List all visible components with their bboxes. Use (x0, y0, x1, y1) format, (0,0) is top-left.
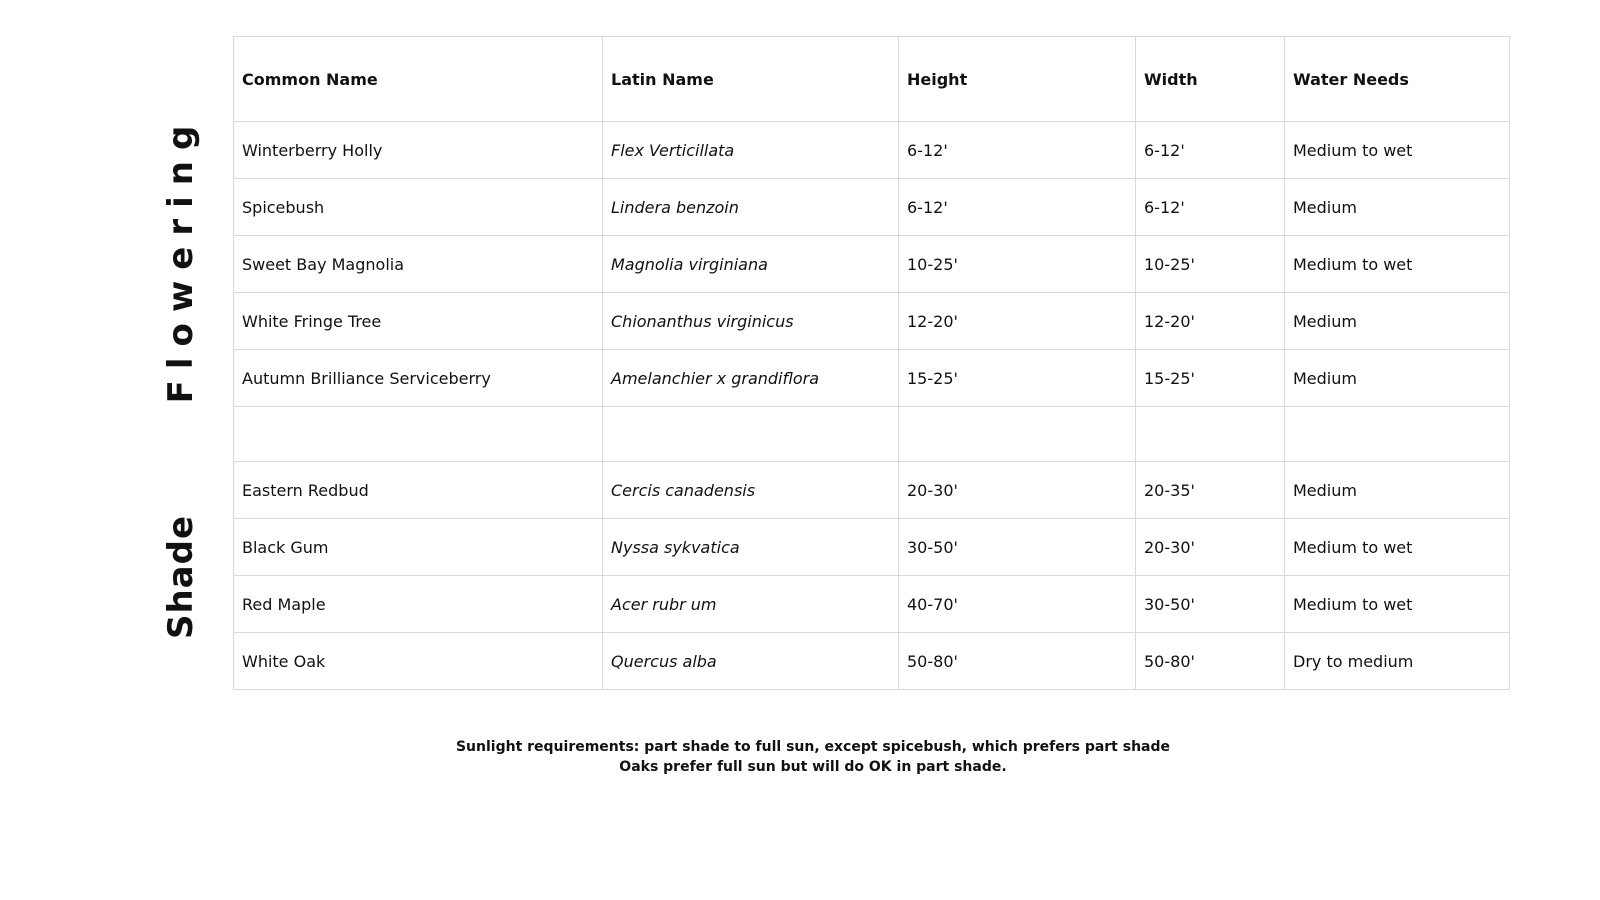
height-cell: 40-70' (899, 576, 1136, 633)
common-name-cell: White Fringe Tree (234, 293, 603, 350)
oak-note-line: Oaks prefer full sun but will do OK in part shade. (619, 759, 1007, 775)
table-row (234, 179, 1510, 236)
table-row (234, 293, 1510, 350)
table-row (234, 633, 1510, 690)
table-row (234, 576, 1510, 633)
width-cell: 50-80' (1136, 633, 1285, 690)
width-cell: 15-25' (1136, 350, 1285, 407)
water-needs-cell: Medium to wet (1285, 576, 1510, 633)
latin-name-cell: Magnolia virginiana (603, 236, 899, 293)
table-row (234, 462, 1510, 519)
height-cell: 30-50' (899, 519, 1136, 576)
table-row (234, 350, 1510, 407)
header-height: Height (899, 37, 1136, 122)
table-row (234, 236, 1510, 293)
header-water-needs: Water Needs (1285, 37, 1510, 122)
empty-cell (899, 407, 1136, 462)
empty-cell (603, 407, 899, 462)
spacer-row (234, 407, 1510, 462)
common-name-cell: Sweet Bay Magnolia (234, 236, 603, 293)
height-cell: 15-25' (899, 350, 1136, 407)
height-cell: 20-30' (899, 462, 1136, 519)
empty-cell (1285, 407, 1510, 462)
width-cell: 6-12' (1136, 122, 1285, 179)
water-needs-cell: Medium (1285, 293, 1510, 350)
table-row (234, 122, 1510, 179)
latin-name-cell: Quercus alba (603, 633, 899, 690)
latin-name-cell: Cercis canadensis (603, 462, 899, 519)
water-needs-cell: Medium (1285, 350, 1510, 407)
latin-name-cell: Nyssa sykvatica (603, 519, 899, 576)
common-name-cell: Spicebush (234, 179, 603, 236)
sunlight-notes (233, 737, 1393, 777)
width-cell: 6-12' (1136, 179, 1285, 236)
width-cell: 30-50' (1136, 576, 1285, 633)
latin-name-cell: Chionanthus virginicus (603, 293, 899, 350)
sunlight-note-line: Sunlight requirements: part shade to full sun, except spicebush, which prefers part shade (455, 739, 1171, 755)
water-needs-cell: Medium to wet (1285, 122, 1510, 179)
common-name-cell: Red Maple (234, 576, 603, 633)
width-cell: 12-20' (1136, 293, 1285, 350)
common-name-cell: Winterberry Holly (234, 122, 603, 179)
header-width: Width (1136, 37, 1285, 122)
height-cell: 50-80' (899, 633, 1136, 690)
height-cell: 6-12' (899, 179, 1136, 236)
header-common-name: Common Name (234, 37, 603, 122)
latin-name-cell: Lindera benzoin (603, 179, 899, 236)
height-cell: 6-12' (899, 122, 1136, 179)
header-latin-name: Latin Name (603, 37, 899, 122)
plant-table (233, 36, 1510, 690)
shade-section-label: Shade (161, 514, 201, 640)
table-row (234, 519, 1510, 576)
width-cell: 20-35' (1136, 462, 1285, 519)
empty-cell (234, 407, 603, 462)
water-needs-cell: Medium to wet (1285, 519, 1510, 576)
height-cell: 10-25' (899, 236, 1136, 293)
common-name-cell: Autumn Brilliance Serviceberry (234, 350, 603, 407)
water-needs-cell: Medium (1285, 179, 1510, 236)
latin-name-cell: Amelanchier x grandiflora (603, 350, 899, 407)
table-header-row (234, 37, 1510, 122)
height-cell: 12-20' (899, 293, 1136, 350)
flowering-section-label: Flowering (161, 114, 201, 404)
empty-cell (1136, 407, 1285, 462)
common-name-cell: Black Gum (234, 519, 603, 576)
common-name-cell: White Oak (234, 633, 603, 690)
latin-name-cell: Flex Verticillata (603, 122, 899, 179)
water-needs-cell: Medium (1285, 462, 1510, 519)
water-needs-cell: Dry to medium (1285, 633, 1510, 690)
water-needs-cell: Medium to wet (1285, 236, 1510, 293)
common-name-cell: Eastern Redbud (234, 462, 603, 519)
width-cell: 20-30' (1136, 519, 1285, 576)
width-cell: 10-25' (1136, 236, 1285, 293)
latin-name-cell: Acer rubr um (603, 576, 899, 633)
